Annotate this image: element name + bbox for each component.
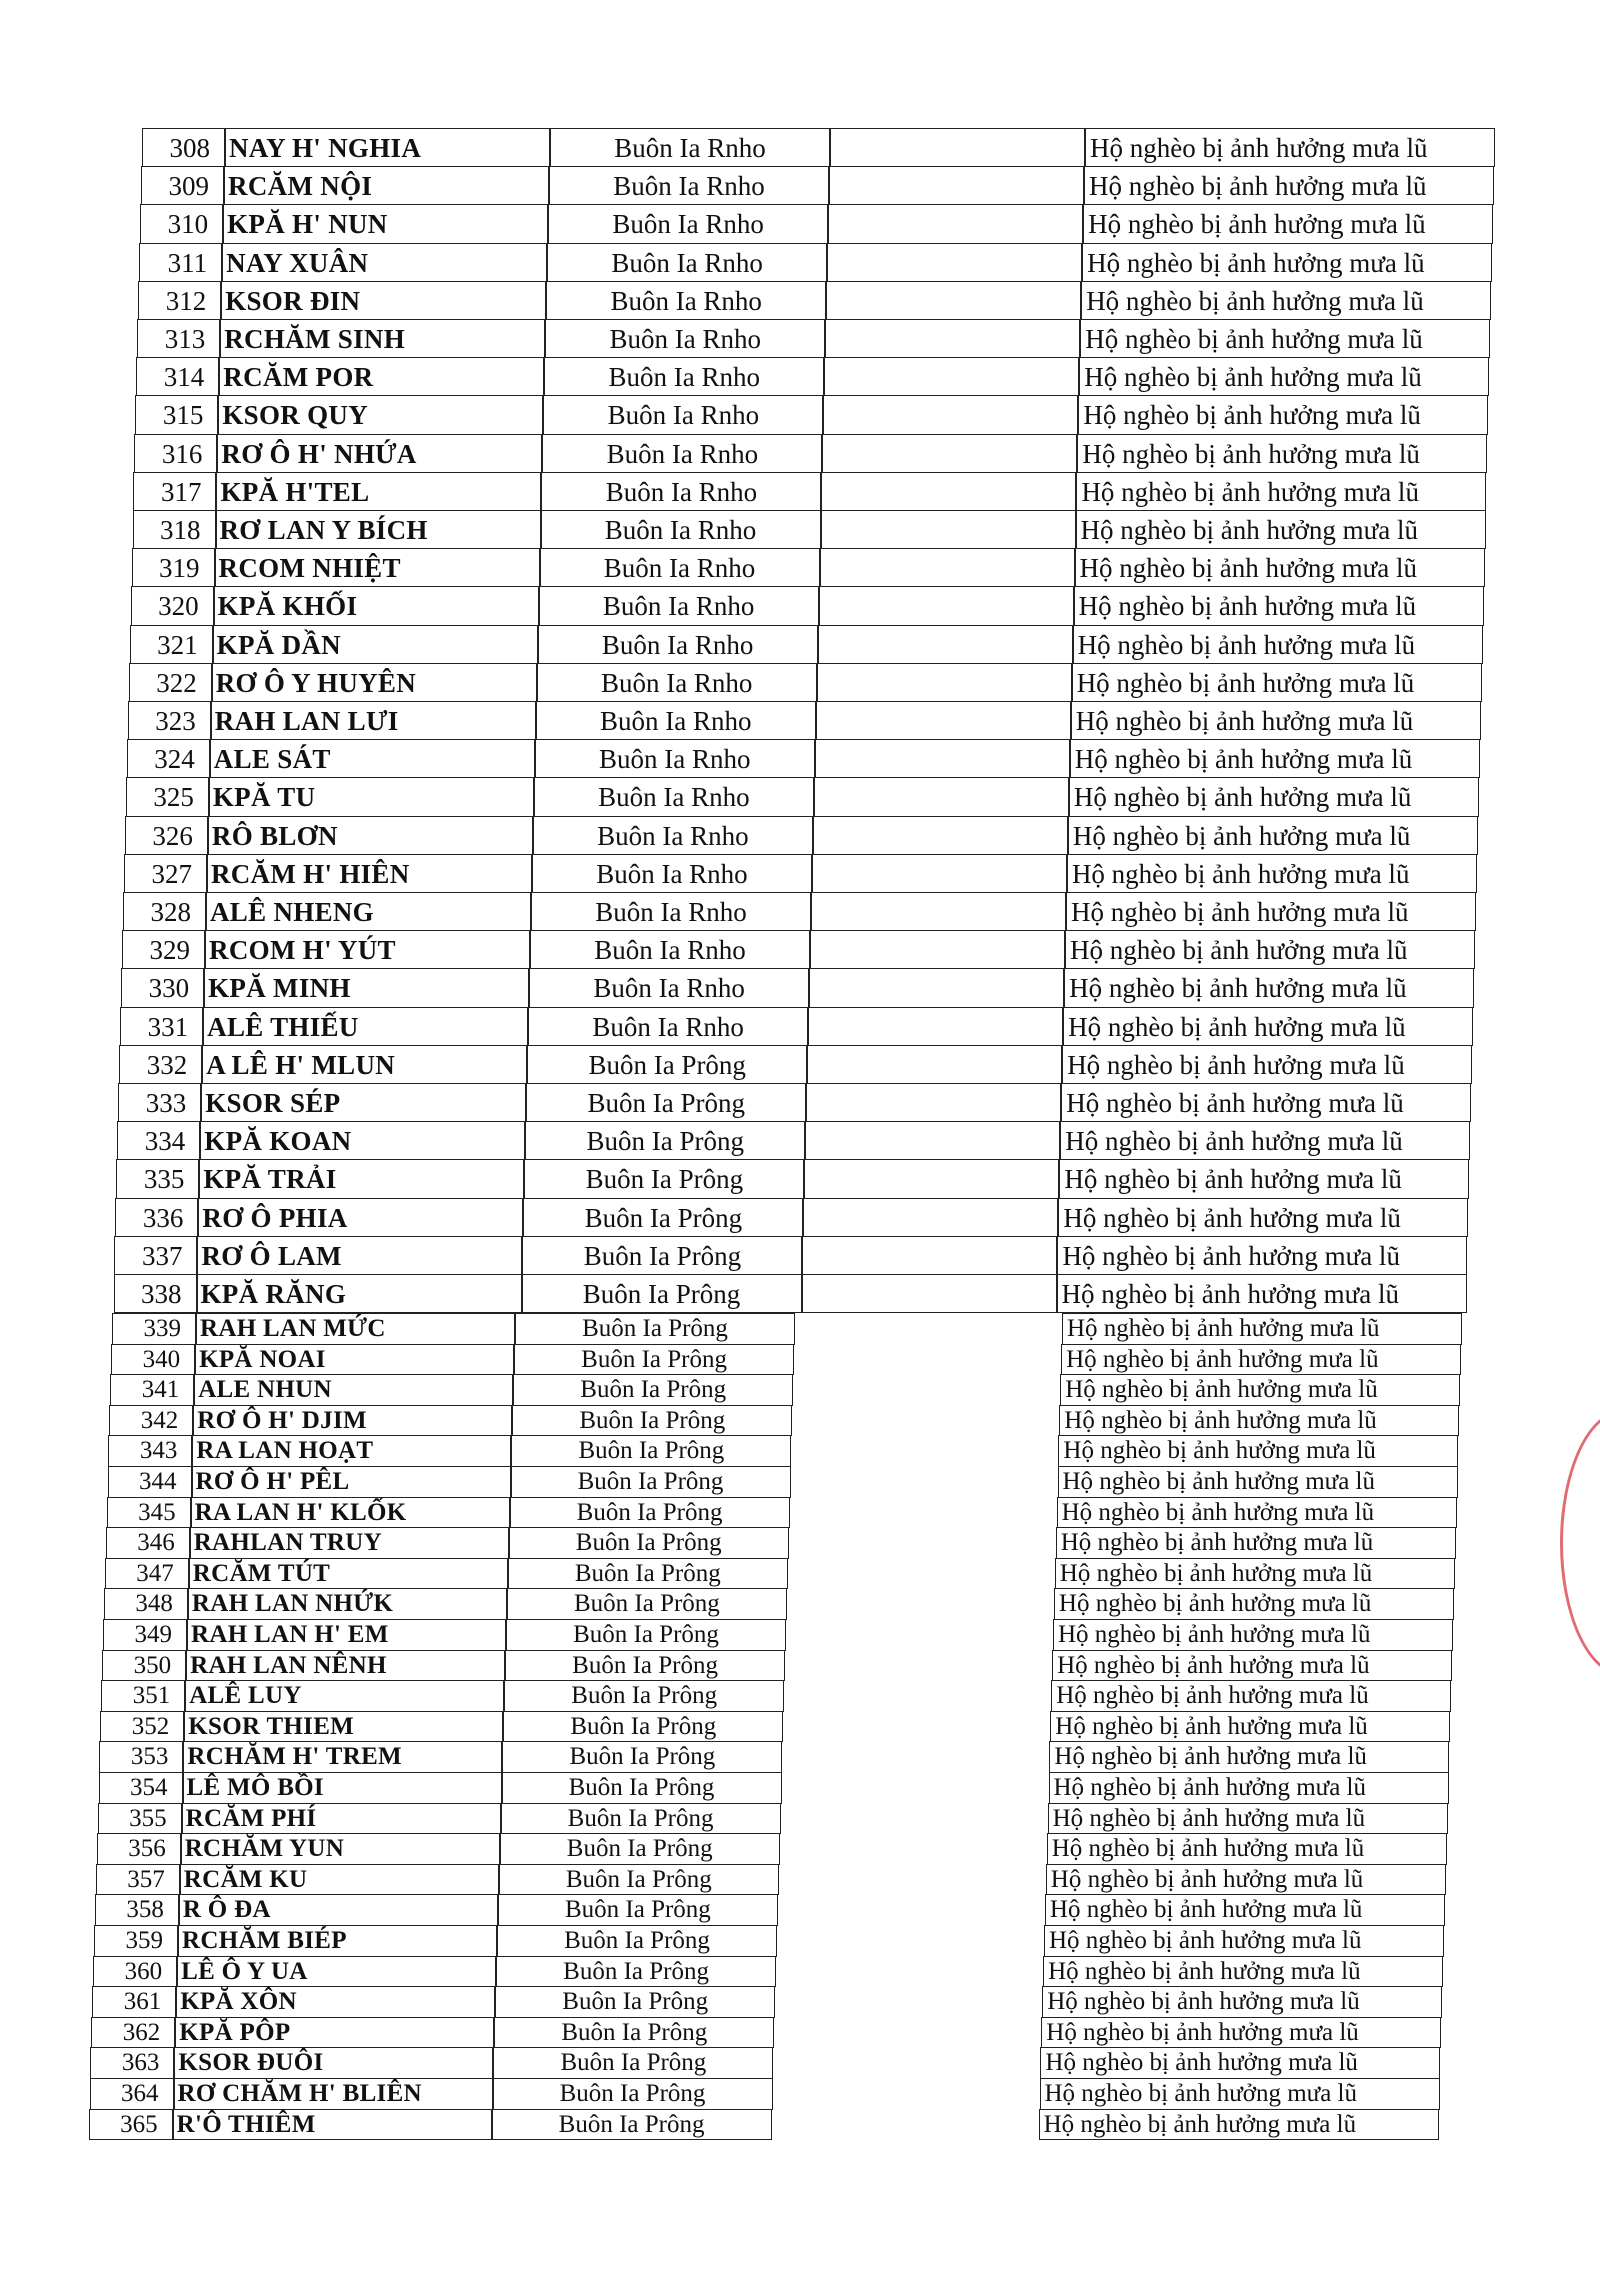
status-cell: Hộ nghèo bị ảnh hưởng mưa lũ bbox=[1063, 1007, 1473, 1046]
village-name: Buôn Ia Prông bbox=[507, 1588, 787, 1620]
status-cell: Hộ nghèo bị ảnh hưởng mưa lũ bbox=[1056, 1527, 1456, 1559]
village-name: Buôn Ia Rnho bbox=[541, 510, 821, 549]
village-name: Buôn Ia Prông bbox=[492, 2109, 772, 2141]
row-number: 346 bbox=[106, 1527, 190, 1559]
status-cell: Hộ nghèo bị ảnh hưởng mưa lũ bbox=[1053, 1619, 1453, 1651]
village-name: Buôn Ia Rnho bbox=[533, 816, 813, 855]
row-number: 318 bbox=[133, 510, 216, 549]
household-name: NAY H' NGHIA bbox=[225, 128, 550, 167]
household-name: RƠ LAN Y BÍCH bbox=[216, 510, 541, 549]
household-name: RCĂM PHÍ bbox=[182, 1803, 501, 1835]
village-name: Buôn Ia Prông bbox=[509, 1527, 789, 1559]
note-cell bbox=[813, 816, 1068, 855]
row-number: 343 bbox=[108, 1435, 192, 1467]
status-cell: Hộ nghèo bị ảnh hưởng mưa lũ bbox=[1045, 1894, 1445, 1926]
note-cell bbox=[802, 1236, 1057, 1275]
row-number: 351 bbox=[101, 1680, 185, 1712]
household-name: ALÊ NHENG bbox=[206, 892, 531, 931]
status-cell: Hộ nghèo bị ảnh hưởng mưa lũ bbox=[1079, 357, 1489, 396]
row-number: 333 bbox=[118, 1083, 201, 1122]
status-cell: Hộ nghèo bị ảnh hưởng mưa lũ bbox=[1043, 1956, 1443, 1988]
household-name: RƠ Ô H' DJIM bbox=[193, 1405, 512, 1437]
household-name: RAH LAN NÊNH bbox=[186, 1650, 505, 1682]
status-cell: Hộ nghèo bị ảnh hưởng mưa lũ bbox=[1084, 166, 1494, 205]
status-cell: Hộ nghèo bị ảnh hưởng mưa lũ bbox=[1067, 854, 1477, 893]
household-name: RCĂM NỘI bbox=[224, 166, 549, 205]
row-number: 353 bbox=[99, 1741, 183, 1773]
status-cell: Hộ nghèo bị ảnh hưởng mưa lũ bbox=[1042, 1986, 1442, 2018]
household-name: KSOR ĐIN bbox=[221, 281, 546, 320]
household-name: KPĂ H'TEL bbox=[216, 472, 541, 511]
village-name: Buôn Ia Prông bbox=[499, 1864, 779, 1896]
note-cell bbox=[830, 128, 1085, 167]
household-name: A LÊ H' MLUN bbox=[202, 1045, 527, 1084]
row-number: 322 bbox=[129, 663, 212, 702]
status-cell: Hộ nghèo bị ảnh hưởng mưa lũ bbox=[1054, 1588, 1454, 1620]
status-cell: Hộ nghèo bị ảnh hưởng mưa lũ bbox=[1076, 472, 1486, 511]
row-number: 345 bbox=[107, 1497, 191, 1529]
village-name: Buôn Ia Prông bbox=[501, 1803, 781, 1835]
household-name: KSOR ĐUÔI bbox=[174, 2047, 493, 2079]
status-cell: Hộ nghèo bị ảnh hưởng mưa lũ bbox=[1069, 777, 1479, 816]
row-number: 364 bbox=[90, 2078, 174, 2110]
row-number: 349 bbox=[103, 1619, 187, 1651]
row-number: 330 bbox=[121, 968, 204, 1007]
household-name: RƠ Ô LAM bbox=[197, 1236, 522, 1275]
village-name: Buôn Ia Rnho bbox=[542, 434, 822, 473]
village-name: Buôn Ia Rnho bbox=[531, 892, 811, 931]
household-name: RCĂM POR bbox=[219, 357, 544, 396]
note-cell bbox=[802, 1274, 1057, 1313]
status-cell: Hộ nghèo bị ảnh hưởng mưa lũ bbox=[1061, 1344, 1461, 1376]
village-name: Buôn Ia Rnho bbox=[550, 128, 830, 167]
status-cell: Hộ nghèo bị ảnh hưởng mưa lũ bbox=[1057, 1274, 1467, 1313]
status-cell: Hộ nghèo bị ảnh hưởng mưa lũ bbox=[1064, 968, 1474, 1007]
village-name: Buôn Ia Rnho bbox=[536, 701, 816, 740]
row-number: 357 bbox=[96, 1864, 180, 1896]
note-cell bbox=[823, 395, 1078, 434]
status-cell: Hộ nghèo bị ảnh hưởng mưa lũ bbox=[1083, 204, 1493, 243]
household-name: ALÊ THIẾU bbox=[203, 1007, 528, 1046]
row-number: 312 bbox=[138, 281, 221, 320]
row-number: 327 bbox=[124, 854, 207, 893]
status-cell: Hộ nghèo bị ảnh hưởng mưa lũ bbox=[1048, 1803, 1448, 1835]
row-number: 332 bbox=[119, 1045, 202, 1084]
household-name: ALE SÁT bbox=[210, 739, 535, 778]
note-cell bbox=[824, 357, 1079, 396]
status-cell: Hộ nghèo bị ảnh hưởng mưa lũ bbox=[1058, 1435, 1458, 1467]
note-cell bbox=[806, 1083, 1061, 1122]
row-number: 309 bbox=[141, 166, 224, 205]
village-name: Buôn Ia Prông bbox=[511, 1466, 791, 1498]
status-cell: Hộ nghèo bị ảnh hưởng mưa lũ bbox=[1066, 892, 1476, 931]
status-cell: Hộ nghèo bị ảnh hưởng mưa lũ bbox=[1085, 128, 1495, 167]
village-name: Buôn Ia Rnho bbox=[538, 625, 818, 664]
note-cell bbox=[805, 1121, 1060, 1160]
row-number: 334 bbox=[117, 1121, 200, 1160]
household-name: KPĂ KOAN bbox=[200, 1121, 525, 1160]
village-name: Buôn Ia Prông bbox=[512, 1405, 792, 1437]
household-name: RƠ CHĂM H' BLIÊN bbox=[174, 2078, 493, 2110]
household-name: RÔ BLƠN bbox=[208, 816, 533, 855]
status-cell: Hộ nghèo bị ảnh hưởng mưa lũ bbox=[1046, 1864, 1446, 1896]
row-number: 350 bbox=[102, 1650, 186, 1682]
status-cell: Hộ nghèo bị ảnh hưởng mưa lũ bbox=[1062, 1045, 1472, 1084]
household-name: RA LAN H' KLỐK bbox=[191, 1497, 510, 1529]
village-name: Buôn Ia Rnho bbox=[544, 357, 824, 396]
row-number: 311 bbox=[139, 243, 222, 282]
note-cell bbox=[825, 319, 1080, 358]
village-name: Buôn Ia Prông bbox=[526, 1083, 806, 1122]
row-number: 359 bbox=[94, 1925, 178, 1957]
household-name: KPĂ TU bbox=[209, 777, 534, 816]
status-cell: Hộ nghèo bị ảnh hưởng mưa lũ bbox=[1073, 625, 1483, 664]
household-name: LÊ Ô Y UA bbox=[177, 1956, 496, 1988]
village-name: Buôn Ia Prông bbox=[498, 1894, 778, 1926]
status-cell: Hộ nghèo bị ảnh hưởng mưa lũ bbox=[1057, 1236, 1467, 1275]
status-cell: Hộ nghèo bị ảnh hưởng mưa lũ bbox=[1078, 395, 1488, 434]
status-cell: Hộ nghèo bị ảnh hưởng mưa lũ bbox=[1051, 1680, 1451, 1712]
household-name: RCĂM KU bbox=[180, 1864, 499, 1896]
household-name: RƠ Ô PHIA bbox=[198, 1198, 523, 1237]
household-name: LÊ MÔ BỒI bbox=[183, 1772, 502, 1804]
household-name: RCOM H' YÚT bbox=[205, 930, 530, 969]
row-number: 341 bbox=[110, 1374, 194, 1406]
row-number: 319 bbox=[132, 548, 215, 587]
status-cell: Hộ nghèo bị ảnh hưởng mưa lũ bbox=[1050, 1711, 1450, 1743]
status-cell: Hộ nghèo bị ảnh hưởng mưa lũ bbox=[1041, 2017, 1441, 2049]
status-cell: Hộ nghèo bị ảnh hưởng mưa lũ bbox=[1077, 434, 1487, 473]
household-name: NAY XUÂN bbox=[222, 243, 547, 282]
status-cell: Hộ nghèo bị ảnh hưởng mưa lũ bbox=[1072, 663, 1482, 702]
village-name: Buôn Ia Rnho bbox=[548, 204, 828, 243]
note-cell bbox=[827, 243, 1082, 282]
village-name: Buôn Ia Rnho bbox=[532, 854, 812, 893]
household-name: RCĂM TÚT bbox=[189, 1558, 508, 1590]
household-name: RƠ Ô Y HUYÊN bbox=[212, 663, 537, 702]
status-cell: Hộ nghèo bị ảnh hưởng mưa lũ bbox=[1039, 2109, 1439, 2141]
household-name: R'Ô THIÊM bbox=[173, 2109, 492, 2141]
row-number: 340 bbox=[111, 1344, 195, 1376]
village-name: Buôn Ia Prông bbox=[496, 1956, 776, 1988]
note-cell bbox=[807, 1045, 1062, 1084]
village-name: Buôn Ia Prông bbox=[511, 1435, 791, 1467]
status-cell: Hộ nghèo bị ảnh hưởng mưa lũ bbox=[1040, 2047, 1440, 2079]
status-cell: Hộ nghèo bị ảnh hưởng mưa lũ bbox=[1076, 510, 1486, 549]
note-cell bbox=[808, 1007, 1063, 1046]
row-number: 344 bbox=[108, 1466, 192, 1498]
note-cell bbox=[816, 701, 1071, 740]
row-number: 361 bbox=[92, 1986, 176, 2018]
note-cell bbox=[820, 548, 1075, 587]
status-cell: Hộ nghèo bị ảnh hưởng mưa lũ bbox=[1065, 930, 1475, 969]
household-name: KPĂ NOAI bbox=[195, 1344, 514, 1376]
household-name: RAH LAN NHỨK bbox=[188, 1588, 507, 1620]
household-name: RAH LAN LƯI bbox=[211, 701, 536, 740]
status-cell: Hộ nghèo bị ảnh hưởng mưa lũ bbox=[1082, 243, 1492, 282]
household-name: KPĂ XÔN bbox=[176, 1986, 495, 2018]
row-number: 314 bbox=[136, 357, 219, 396]
note-cell bbox=[821, 472, 1076, 511]
status-cell: Hộ nghèo bị ảnh hưởng mưa lũ bbox=[1062, 1313, 1462, 1345]
village-name: Buôn Ia Rnho bbox=[539, 586, 819, 625]
status-cell: Hộ nghèo bị ảnh hưởng mưa lũ bbox=[1060, 1121, 1470, 1160]
village-name: Buôn Ia Rnho bbox=[534, 777, 814, 816]
row-number: 342 bbox=[109, 1405, 193, 1437]
row-number: 339 bbox=[112, 1313, 196, 1345]
status-cell: Hộ nghèo bị ảnh hưởng mưa lũ bbox=[1070, 739, 1480, 778]
status-cell: Hộ nghèo bị ảnh hưởng mưa lũ bbox=[1047, 1833, 1447, 1865]
note-cell bbox=[818, 625, 1073, 664]
household-name: ALE NHUN bbox=[194, 1374, 513, 1406]
household-name: ALÊ LUY bbox=[185, 1680, 504, 1712]
status-cell: Hộ nghèo bị ảnh hưởng mưa lũ bbox=[1057, 1497, 1457, 1529]
row-number: 335 bbox=[116, 1159, 199, 1198]
row-number: 355 bbox=[98, 1803, 182, 1835]
status-cell: Hộ nghèo bị ảnh hưởng mưa lũ bbox=[1074, 586, 1484, 625]
village-name: Buôn Ia Prông bbox=[493, 2047, 773, 2079]
status-cell: Hộ nghèo bị ảnh hưởng mưa lũ bbox=[1061, 1083, 1471, 1122]
village-name: Buôn Ia Rnho bbox=[540, 548, 820, 587]
row-number: 316 bbox=[134, 434, 217, 473]
row-number: 326 bbox=[125, 816, 208, 855]
village-name: Buôn Ia Prông bbox=[527, 1045, 807, 1084]
status-cell: Hộ nghèo bị ảnh hưởng mưa lũ bbox=[1044, 1925, 1444, 1957]
village-name: Buôn Ia Prông bbox=[508, 1558, 788, 1590]
village-name: Buôn Ia Rnho bbox=[537, 663, 817, 702]
village-name: Buôn Ia Prông bbox=[500, 1833, 780, 1865]
row-number: 325 bbox=[126, 777, 209, 816]
household-name: R Ô ĐA bbox=[179, 1894, 498, 1926]
household-name: RCHĂM YUN bbox=[181, 1833, 500, 1865]
note-cell bbox=[804, 1159, 1059, 1198]
village-name: Buôn Ia Prông bbox=[513, 1374, 793, 1406]
village-name: Buôn Ia Rnho bbox=[546, 281, 826, 320]
status-cell: Hộ nghèo bị ảnh hưởng mưa lũ bbox=[1040, 2078, 1440, 2110]
row-number: 320 bbox=[131, 586, 214, 625]
row-number: 321 bbox=[130, 625, 213, 664]
note-cell bbox=[822, 434, 1077, 473]
village-name: Buôn Ia Prông bbox=[515, 1313, 795, 1345]
note-cell bbox=[817, 663, 1072, 702]
village-name: Buôn Ia Prông bbox=[502, 1741, 782, 1773]
note-cell bbox=[829, 166, 1084, 205]
household-name: KPĂ TRẢI bbox=[199, 1159, 524, 1198]
row-number: 338 bbox=[114, 1274, 197, 1313]
status-cell: Hộ nghèo bị ảnh hưởng mưa lũ bbox=[1058, 1466, 1458, 1498]
village-name: Buôn Ia Rnho bbox=[541, 472, 821, 511]
status-cell: Hộ nghèo bị ảnh hưởng mưa lũ bbox=[1071, 701, 1481, 740]
row-number: 358 bbox=[95, 1894, 179, 1926]
village-name: Buôn Ia Prông bbox=[522, 1274, 802, 1313]
village-name: Buôn Ia Prông bbox=[497, 1925, 777, 1957]
village-name: Buôn Ia Prông bbox=[510, 1497, 790, 1529]
village-name: Buôn Ia Rnho bbox=[529, 968, 809, 1007]
household-name: RCĂM H' HIÊN bbox=[207, 854, 532, 893]
row-number: 362 bbox=[91, 2017, 175, 2049]
village-name: Buôn Ia Prông bbox=[506, 1619, 786, 1651]
status-cell: Hộ nghèo bị ảnh hưởng mưa lũ bbox=[1058, 1198, 1468, 1237]
note-cell bbox=[812, 854, 1067, 893]
row-number: 347 bbox=[105, 1558, 189, 1590]
household-name: KSOR QUY bbox=[218, 395, 543, 434]
note-cell bbox=[815, 739, 1070, 778]
row-number: 329 bbox=[122, 930, 205, 969]
village-name: Buôn Ia Rnho bbox=[528, 1007, 808, 1046]
row-number: 354 bbox=[99, 1772, 183, 1804]
row-number: 323 bbox=[128, 701, 211, 740]
status-cell: Hộ nghèo bị ảnh hưởng mưa lũ bbox=[1059, 1405, 1459, 1437]
row-number: 308 bbox=[142, 128, 225, 167]
note-cell bbox=[809, 968, 1064, 1007]
row-number: 348 bbox=[104, 1588, 188, 1620]
row-number: 356 bbox=[97, 1833, 181, 1865]
household-name: RAH LAN H' EM bbox=[187, 1619, 506, 1651]
status-cell: Hộ nghèo bị ảnh hưởng mưa lũ bbox=[1081, 281, 1491, 320]
note-cell bbox=[826, 281, 1081, 320]
village-name: Buôn Ia Prông bbox=[495, 1986, 775, 2018]
household-name: RA LAN HOẠT bbox=[192, 1435, 511, 1467]
household-name: RAH LAN MỨC bbox=[196, 1313, 515, 1345]
row-number: 365 bbox=[89, 2109, 173, 2141]
note-cell bbox=[814, 777, 1069, 816]
village-name: Buôn Ia Rnho bbox=[530, 930, 810, 969]
note-cell bbox=[819, 586, 1074, 625]
household-name: RCHĂM SINH bbox=[220, 319, 545, 358]
village-name: Buôn Ia Prông bbox=[523, 1198, 803, 1237]
household-name: KPĂ MINH bbox=[204, 968, 529, 1007]
row-number: 315 bbox=[135, 395, 218, 434]
village-name: Buôn Ia Rnho bbox=[535, 739, 815, 778]
household-name: KPĂ KHỐI bbox=[214, 586, 539, 625]
village-name: Buôn Ia Prông bbox=[503, 1711, 783, 1743]
village-name: Buôn Ia Prông bbox=[522, 1236, 802, 1275]
note-cell bbox=[803, 1198, 1058, 1237]
status-cell: Hộ nghèo bị ảnh hưởng mưa lũ bbox=[1049, 1772, 1449, 1804]
household-name: RCHĂM H' TREM bbox=[183, 1741, 502, 1773]
village-name: Buôn Ia Rnho bbox=[543, 395, 823, 434]
village-name: Buôn Ia Prông bbox=[493, 2078, 773, 2110]
village-name: Buôn Ia Prông bbox=[494, 2017, 774, 2049]
village-name: Buôn Ia Rnho bbox=[549, 166, 829, 205]
status-cell: Hộ nghèo bị ảnh hưởng mưa lũ bbox=[1060, 1374, 1460, 1406]
note-cell bbox=[828, 204, 1083, 243]
household-name: RƠ Ô H' NHỨA bbox=[217, 434, 542, 473]
village-name: Buôn Ia Prông bbox=[524, 1159, 804, 1198]
village-name: Buôn Ia Prông bbox=[502, 1772, 782, 1804]
note-cell bbox=[821, 510, 1076, 549]
household-name: RCOM NHIỆT bbox=[215, 548, 540, 587]
row-number: 336 bbox=[115, 1198, 198, 1237]
status-cell: Hộ nghèo bị ảnh hưởng mưa lũ bbox=[1068, 816, 1478, 855]
row-number: 313 bbox=[137, 319, 220, 358]
status-cell: Hộ nghèo bị ảnh hưởng mưa lũ bbox=[1080, 319, 1490, 358]
village-name: Buôn Ia Prông bbox=[514, 1344, 794, 1376]
row-number: 324 bbox=[127, 739, 210, 778]
village-name: Buôn Ia Prông bbox=[525, 1121, 805, 1160]
village-name: Buôn Ia Rnho bbox=[547, 243, 827, 282]
village-name: Buôn Ia Prông bbox=[505, 1650, 785, 1682]
household-name: KSOR THIEM bbox=[184, 1711, 503, 1743]
status-cell: Hộ nghèo bị ảnh hưởng mưa lũ bbox=[1052, 1650, 1452, 1682]
household-name: RCHĂM BIÉP bbox=[178, 1925, 497, 1957]
status-cell: Hộ nghèo bị ảnh hưởng mưa lũ bbox=[1049, 1741, 1449, 1773]
status-cell: Hộ nghèo bị ảnh hưởng mưa lũ bbox=[1055, 1558, 1455, 1590]
row-number: 310 bbox=[140, 204, 223, 243]
household-name: KSOR SÉP bbox=[201, 1083, 526, 1122]
household-name: RƠ Ô H' PÊL bbox=[192, 1466, 511, 1498]
row-number: 337 bbox=[114, 1236, 197, 1275]
status-cell: Hộ nghèo bị ảnh hưởng mưa lũ bbox=[1075, 548, 1485, 587]
row-number: 360 bbox=[93, 1956, 177, 1988]
household-name: KPĂ RĂNG bbox=[197, 1274, 522, 1313]
village-name: Buôn Ia Rnho bbox=[545, 319, 825, 358]
note-cell bbox=[811, 892, 1066, 931]
village-name: Buôn Ia Prông bbox=[504, 1680, 784, 1712]
note-cell bbox=[810, 930, 1065, 969]
status-cell: Hộ nghèo bị ảnh hưởng mưa lũ bbox=[1059, 1159, 1469, 1198]
row-number: 328 bbox=[123, 892, 206, 931]
household-name: KPĂ PÔP bbox=[175, 2017, 494, 2049]
household-name: KPĂ H' NUN bbox=[223, 204, 548, 243]
row-number: 363 bbox=[90, 2047, 174, 2079]
household-name: RAHLAN TRUY bbox=[190, 1527, 509, 1559]
row-number: 352 bbox=[100, 1711, 184, 1743]
household-name: KPĂ DẦN bbox=[213, 625, 538, 664]
row-number: 331 bbox=[120, 1007, 203, 1046]
row-number: 317 bbox=[133, 472, 216, 511]
